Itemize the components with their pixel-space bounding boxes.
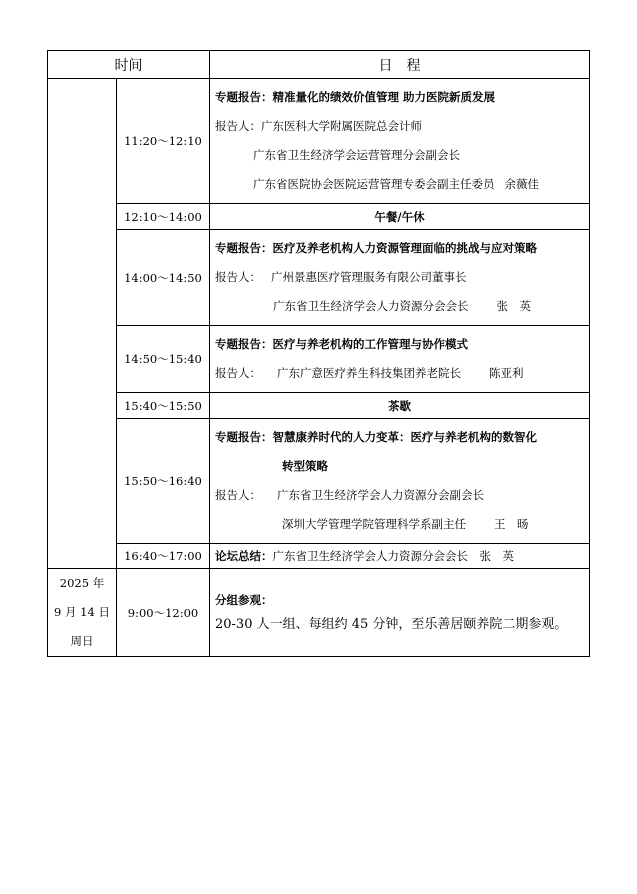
time-cell: 12:10～14:00 [117,204,210,230]
reporter-line: 报告人：广东医科大学附属医院总会计师 [215,119,422,133]
session-cell [210,326,590,393]
table-header-row [48,51,590,79]
time-header: 时间 [48,51,210,79]
table-row [48,79,590,204]
reporter-line: 深圳大学管理学院管理科学系副主任 王 旸 [282,517,529,531]
date-cell-day2: 2025 年 9 月 14 日 周日 [48,569,117,657]
date-cell-day1 [48,79,117,569]
session-cell [210,79,590,204]
table-row [48,326,590,393]
session-title: 专题报告：智慧康养时代的人力变革：医疗与养老机构的数智化 [215,430,537,444]
session-cell [210,419,590,544]
reporter-line: 报告人： 广州景惠医疗管理服务有限公司董事长 [215,270,467,284]
break-label: 午餐/午休 [210,204,590,230]
time-cell: 9:00～12:00 [117,569,210,657]
visit-body: 20-30 人一组、每组约 45 分钟，至乐善居颐养院二期参观。 [215,617,568,632]
table-row [48,230,590,326]
time-cell: 15:40～15:50 [117,393,210,419]
time-cell: 14:50～15:40 [117,326,210,393]
break-label: 茶歇 [210,393,590,419]
session-title: 专题报告：医疗及养老机构人力资源管理面临的挑战与应对策略 [215,241,537,255]
time-cell: 16:40～17:00 [117,544,210,569]
table-row [48,544,590,569]
reporter-line: 广东省卫生经济学会人力资源分会会长 张 英 [273,299,531,313]
table-row [48,393,590,419]
reporter-line: 报告人： 广东省卫生经济学会人力资源分会副会长 [215,488,484,502]
session-title-cont: 转型策略 [282,459,328,473]
time-cell: 14:00～14:50 [117,230,210,326]
time-cell: 15:50～16:40 [117,419,210,544]
visit-cell [210,569,590,657]
session-title: 专题报告：精准量化的绩效价值管理 助力医院新质发展 [215,90,496,104]
table-row [48,569,590,657]
summary-cell: 论坛总结：广东省卫生经济学会人力资源分会会长 张 英 [210,544,590,569]
reporter-line: 广东省卫生经济学会运营管理分会副会长 [253,148,460,162]
table-row [48,204,590,230]
table-row [48,419,590,544]
schedule-table [47,50,590,657]
time-cell: 11:20～12:10 [117,79,210,204]
reporter-line: 报告人： 广东广意医疗养生科技集团养老院长 陈亚利 [215,366,524,380]
visit-title: 分组参观： [215,593,273,607]
session-cell [210,230,590,326]
reporter-line: 广东省医院协会医院运营管理专委会副主任委员 余薇佳 [253,177,539,191]
schedule-header: 日程 [210,51,590,79]
session-title: 专题报告：医疗与养老机构的工作管理与协作模式 [215,337,468,351]
